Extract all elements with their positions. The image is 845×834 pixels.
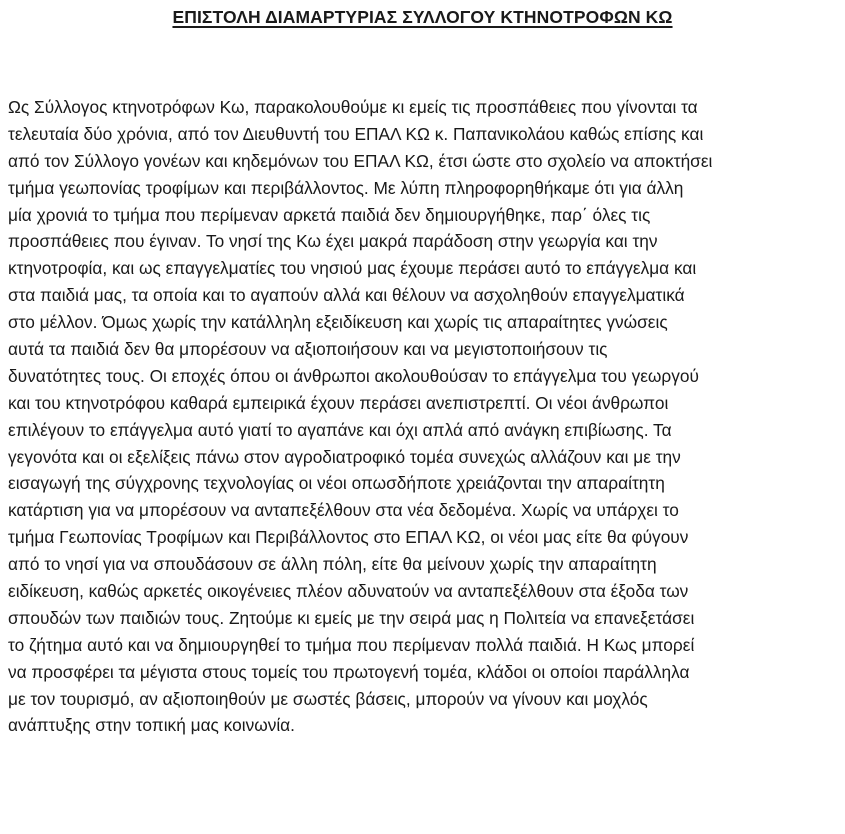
body-line: κατάρτιση για να μπορέσουν να ανταπεξέλθουν στα νέα δεδομένα. Χωρίς να υπάρχει το: [8, 500, 679, 521]
body-line: τμήμα Γεωπονίας Τροφίμων και Περιβάλλοντος στο ΕΠΑΛ ΚΩ, οι νέοι μας είτε θα φύγουν: [8, 527, 689, 548]
body-line: κτηνοτροφία, και ως επαγγελματίες του νησιού μας έχουμε περάσει αυτό το επάγγελμα και: [8, 258, 697, 279]
letter-body: [8, 94, 845, 739]
body-line: στα παιδιά μας, τα οποία και το αγαπούν αλλά και θέλουν να ασχοληθούν επαγγελματικά: [8, 285, 685, 306]
body-line: αυτά τα παιδιά δεν θα μπορέσουν να αξιοποιήσουν και να μεγιστοποιήσουν τις: [8, 339, 608, 360]
body-line: Ως Σύλλογος κτηνοτρόφων Κω, παρακολουθούμε κι εμείς τις προσπάθειες που γίνονται τα: [8, 97, 698, 117]
body-line: δυνατότητες τους. Οι εποχές όπου οι άνθρωποι ακολουθούσαν το επάγγελμα του γεωργού: [8, 365, 699, 386]
body-line: ειδίκευση, καθώς αρκετές οικογένειες πλέον αδυνατούν να ανταπεξέλθουν στα έξοδα των: [8, 581, 689, 602]
body-line: τελευταία δύο χρόνια, από τον Διευθυντή του ΕΠΑΛ ΚΩ κ. Παπανικολάου καθώς επίσης και: [8, 123, 704, 144]
body-line: από τον Σύλλογο γονέων και κηδεμόνων του ΕΠΑΛ ΚΩ, έτσι ώστε στο σχολείο να αποκτήσει: [8, 150, 713, 171]
body-line: με τον τουρισμό, αν αξιοποιηθούν με σωστές βάσεις, μπορούν να γίνουν και μοχλός: [8, 688, 648, 709]
body-line: από το νησί για να σπουδάσουν σε άλλη πόλη, είτε θα μείνουν χωρίς την απαραίτητη: [8, 554, 657, 575]
body-line: ανάπτυξης στην τοπική μας κοινωνία.: [8, 715, 295, 736]
body-line: να προσφέρει τα μέγιστα στους τομείς του πρωτογενή τομέα, κλάδοι οι οποίοι παράλληλα: [8, 661, 690, 682]
body-line: προσπάθειες που έγιναν. Το νησί της Κω έχει μακρά παράδοση στην γεωργία και την: [8, 231, 658, 252]
body-line: και του κτηνοτρόφου καθαρά εμπειρικά έχουν περάσει ανεπιστρεπτί. Οι νέοι άνθρωποι: [8, 392, 669, 413]
body-line: επιλέγουν το επάγγελμα αυτό γιατί το αγαπάνε και όχι απλά από ανάγκη επιβίωσης. Τα: [8, 419, 672, 440]
body-line: τμήμα γεωπονίας τροφίμων και περιβάλλοντος. Με λύπη πληροφορηθήκαμε ότι για άλλη: [8, 177, 684, 198]
body-line: εισαγωγή της σύγχρονης τεχνολογίας οι νέοι οπωσδήποτε χρειάζονται την απαραίτητη: [8, 473, 665, 494]
body-line: γεγονότα και οι εξελίξεις πάνω στον αγροδιατροφικό τομέα συνεχώς αλλάζουν και με την: [8, 446, 681, 467]
body-line: σπουδών των παιδιών τους. Ζητούμε κι εμείς με την σειρά μας η Πολιτεία να επανεξετάσει: [8, 607, 695, 628]
body-line: στο μέλλον. Όμως χωρίς την κατάλληλη εξειδίκευση και χωρίς τις απαραίτητες γνώσεις: [8, 312, 668, 333]
letter-title-text: ΕΠΙΣΤΟΛΗ ΔΙΑΜΑΡΤΥΡΙΑΣ ΣΥΛΛΟΓΟΥ ΚΤΗΝΟΤΡΟΦΩΝ ΚΩ: [172, 7, 673, 27]
letter-title: [0, 7, 845, 28]
body-line: το ζήτημα αυτό και να δημιουργηθεί το τμήμα που περίμεναν πολλά παιδιά. Η Κως μπορεί: [8, 634, 695, 655]
body-line: μία χρονιά το τμήμα που περίμεναν αρκετά παιδιά δεν δημιουργήθηκε, παρ΄ όλες τις: [8, 204, 651, 225]
